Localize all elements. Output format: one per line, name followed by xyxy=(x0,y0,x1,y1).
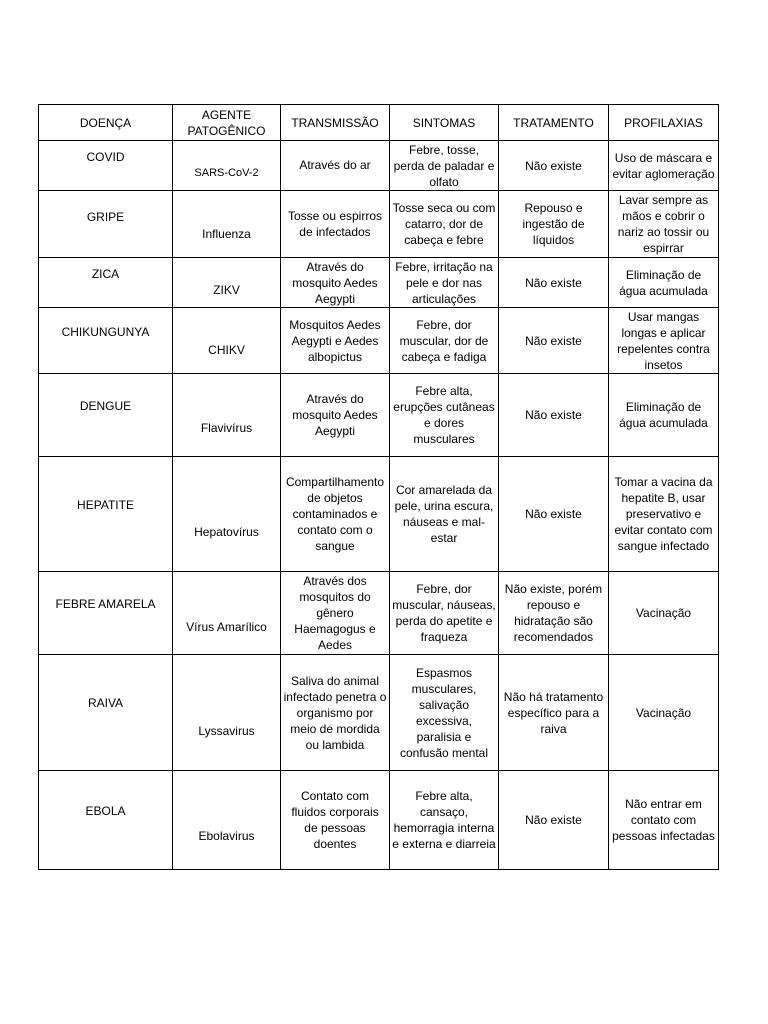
cell-agente: Flavivírus xyxy=(173,374,281,457)
diseases-table xyxy=(38,104,719,870)
cell-tratamento: Não há tratamento específico para a raiva xyxy=(499,655,609,771)
table-row xyxy=(39,457,719,572)
table-row xyxy=(39,374,719,457)
header-sintomas: SINTOMAS xyxy=(390,105,499,141)
cell-profilaxias: Usar mangas longas e aplicar repelentes contra insetos xyxy=(609,308,719,374)
cell-profilaxias: Uso de máscara e evitar aglomeração xyxy=(609,141,719,191)
cell-sintomas: Febre alta, cansaço, hemorragia interna e externa e diarreia xyxy=(390,771,499,870)
cell-profilaxias: Não entrar em contato com pessoas infectadas xyxy=(609,771,719,870)
table-row xyxy=(39,141,719,191)
cell-tratamento: Não existe xyxy=(499,771,609,870)
cell-profilaxias: Tomar a vacina da hepatite B, usar preservativo e evitar contato com sangue infectado xyxy=(609,457,719,572)
cell-sintomas: Febre, irritação na pele e dor nas articulações xyxy=(390,258,499,308)
cell-doenca: EBOLA xyxy=(39,771,173,870)
cell-profilaxias: Vacinação xyxy=(609,655,719,771)
cell-transmissao: Através do mosquito Aedes Aegypti xyxy=(281,374,390,457)
cell-transmissao: Contato com fluidos corporais de pessoas doentes xyxy=(281,771,390,870)
header-transmissao: TRANSMISSÃO xyxy=(281,105,390,141)
cell-transmissao: Tosse ou espirros de infectados xyxy=(281,191,390,258)
cell-doenca: HEPATITE xyxy=(39,457,173,572)
cell-sintomas: Febre, tosse, perda de paladar e olfato xyxy=(390,141,499,191)
cell-doenca: COVID xyxy=(39,141,173,191)
cell-tratamento: Não existe xyxy=(499,308,609,374)
table-row xyxy=(39,771,719,870)
cell-agente: CHIKV xyxy=(173,308,281,374)
cell-profilaxias: Vacinação xyxy=(609,572,719,655)
cell-profilaxias: Eliminação de água acumulada xyxy=(609,258,719,308)
cell-sintomas: Febre, dor muscular, náuseas, perda do apetite e fraqueza xyxy=(390,572,499,655)
cell-doenca: DENGUE xyxy=(39,374,173,457)
cell-transmissao: Mosquitos Aedes Aegypti e Aedes albopictus xyxy=(281,308,390,374)
cell-tratamento: Não existe, porém repouso e hidratação são recomendados xyxy=(499,572,609,655)
cell-agente: Vírus Amarílico xyxy=(173,572,281,655)
cell-transmissao: Saliva do animal infectado penetra o organismo por meio de mordida ou lambida xyxy=(281,655,390,771)
cell-tratamento: Não existe xyxy=(499,258,609,308)
cell-sintomas: Tosse seca ou com catarro, dor de cabeça e febre xyxy=(390,191,499,258)
cell-doenca: CHIKUNGUNYA xyxy=(39,308,173,374)
cell-tratamento: Não existe xyxy=(499,374,609,457)
cell-profilaxias: Lavar sempre as mãos e cobrir o nariz ao tossir ou espirrar xyxy=(609,191,719,258)
cell-doenca: FEBRE AMARELA xyxy=(39,572,173,655)
cell-agente: Influenza xyxy=(173,191,281,258)
cell-doenca: RAIVA xyxy=(39,655,173,771)
cell-transmissao: Através do ar xyxy=(281,141,390,191)
cell-agente: Hepatovírus xyxy=(173,457,281,572)
header-agente: AGENTE PATOGÊNICO xyxy=(173,105,281,141)
cell-doenca: ZICA xyxy=(39,258,173,308)
cell-profilaxias: Eliminação de água acumulada xyxy=(609,374,719,457)
cell-sintomas: Febre, dor muscular, dor de cabeça e fadiga xyxy=(390,308,499,374)
cell-transmissao: Através do mosquito Aedes Aegypti xyxy=(281,258,390,308)
table-row xyxy=(39,655,719,771)
cell-transmissao: Compartilhamento de objetos contaminados e contato com o sangue xyxy=(281,457,390,572)
cell-agente: ZIKV xyxy=(173,258,281,308)
table-row xyxy=(39,191,719,258)
header-tratamento: TRATAMENTO xyxy=(499,105,609,141)
table-row xyxy=(39,572,719,655)
cell-sintomas: Cor amarelada da pele, urina escura, náuseas e mal-estar xyxy=(390,457,499,572)
header-doenca: DOENÇA xyxy=(39,105,173,141)
cell-sintomas: Espasmos musculares, salivação excessiva, paralisia e confusão mental xyxy=(390,655,499,771)
cell-agente: Lyssavirus xyxy=(173,655,281,771)
cell-tratamento: Repouso e ingestão de líquidos xyxy=(499,191,609,258)
cell-tratamento: Não existe xyxy=(499,457,609,572)
cell-doenca: GRIPE xyxy=(39,191,173,258)
cell-agente: Ebolavirus xyxy=(173,771,281,870)
cell-sintomas: Febre alta, erupções cutâneas e dores musculares xyxy=(390,374,499,457)
cell-agente: SARS-CoV-2 xyxy=(173,141,281,191)
header-row xyxy=(39,105,719,141)
cell-tratamento: Não existe xyxy=(499,141,609,191)
table-row xyxy=(39,308,719,374)
header-profilaxias: PROFILAXIAS xyxy=(609,105,719,141)
cell-transmissao: Através dos mosquitos do gênero Haemagogus e Aedes xyxy=(281,572,390,655)
table-row xyxy=(39,258,719,308)
